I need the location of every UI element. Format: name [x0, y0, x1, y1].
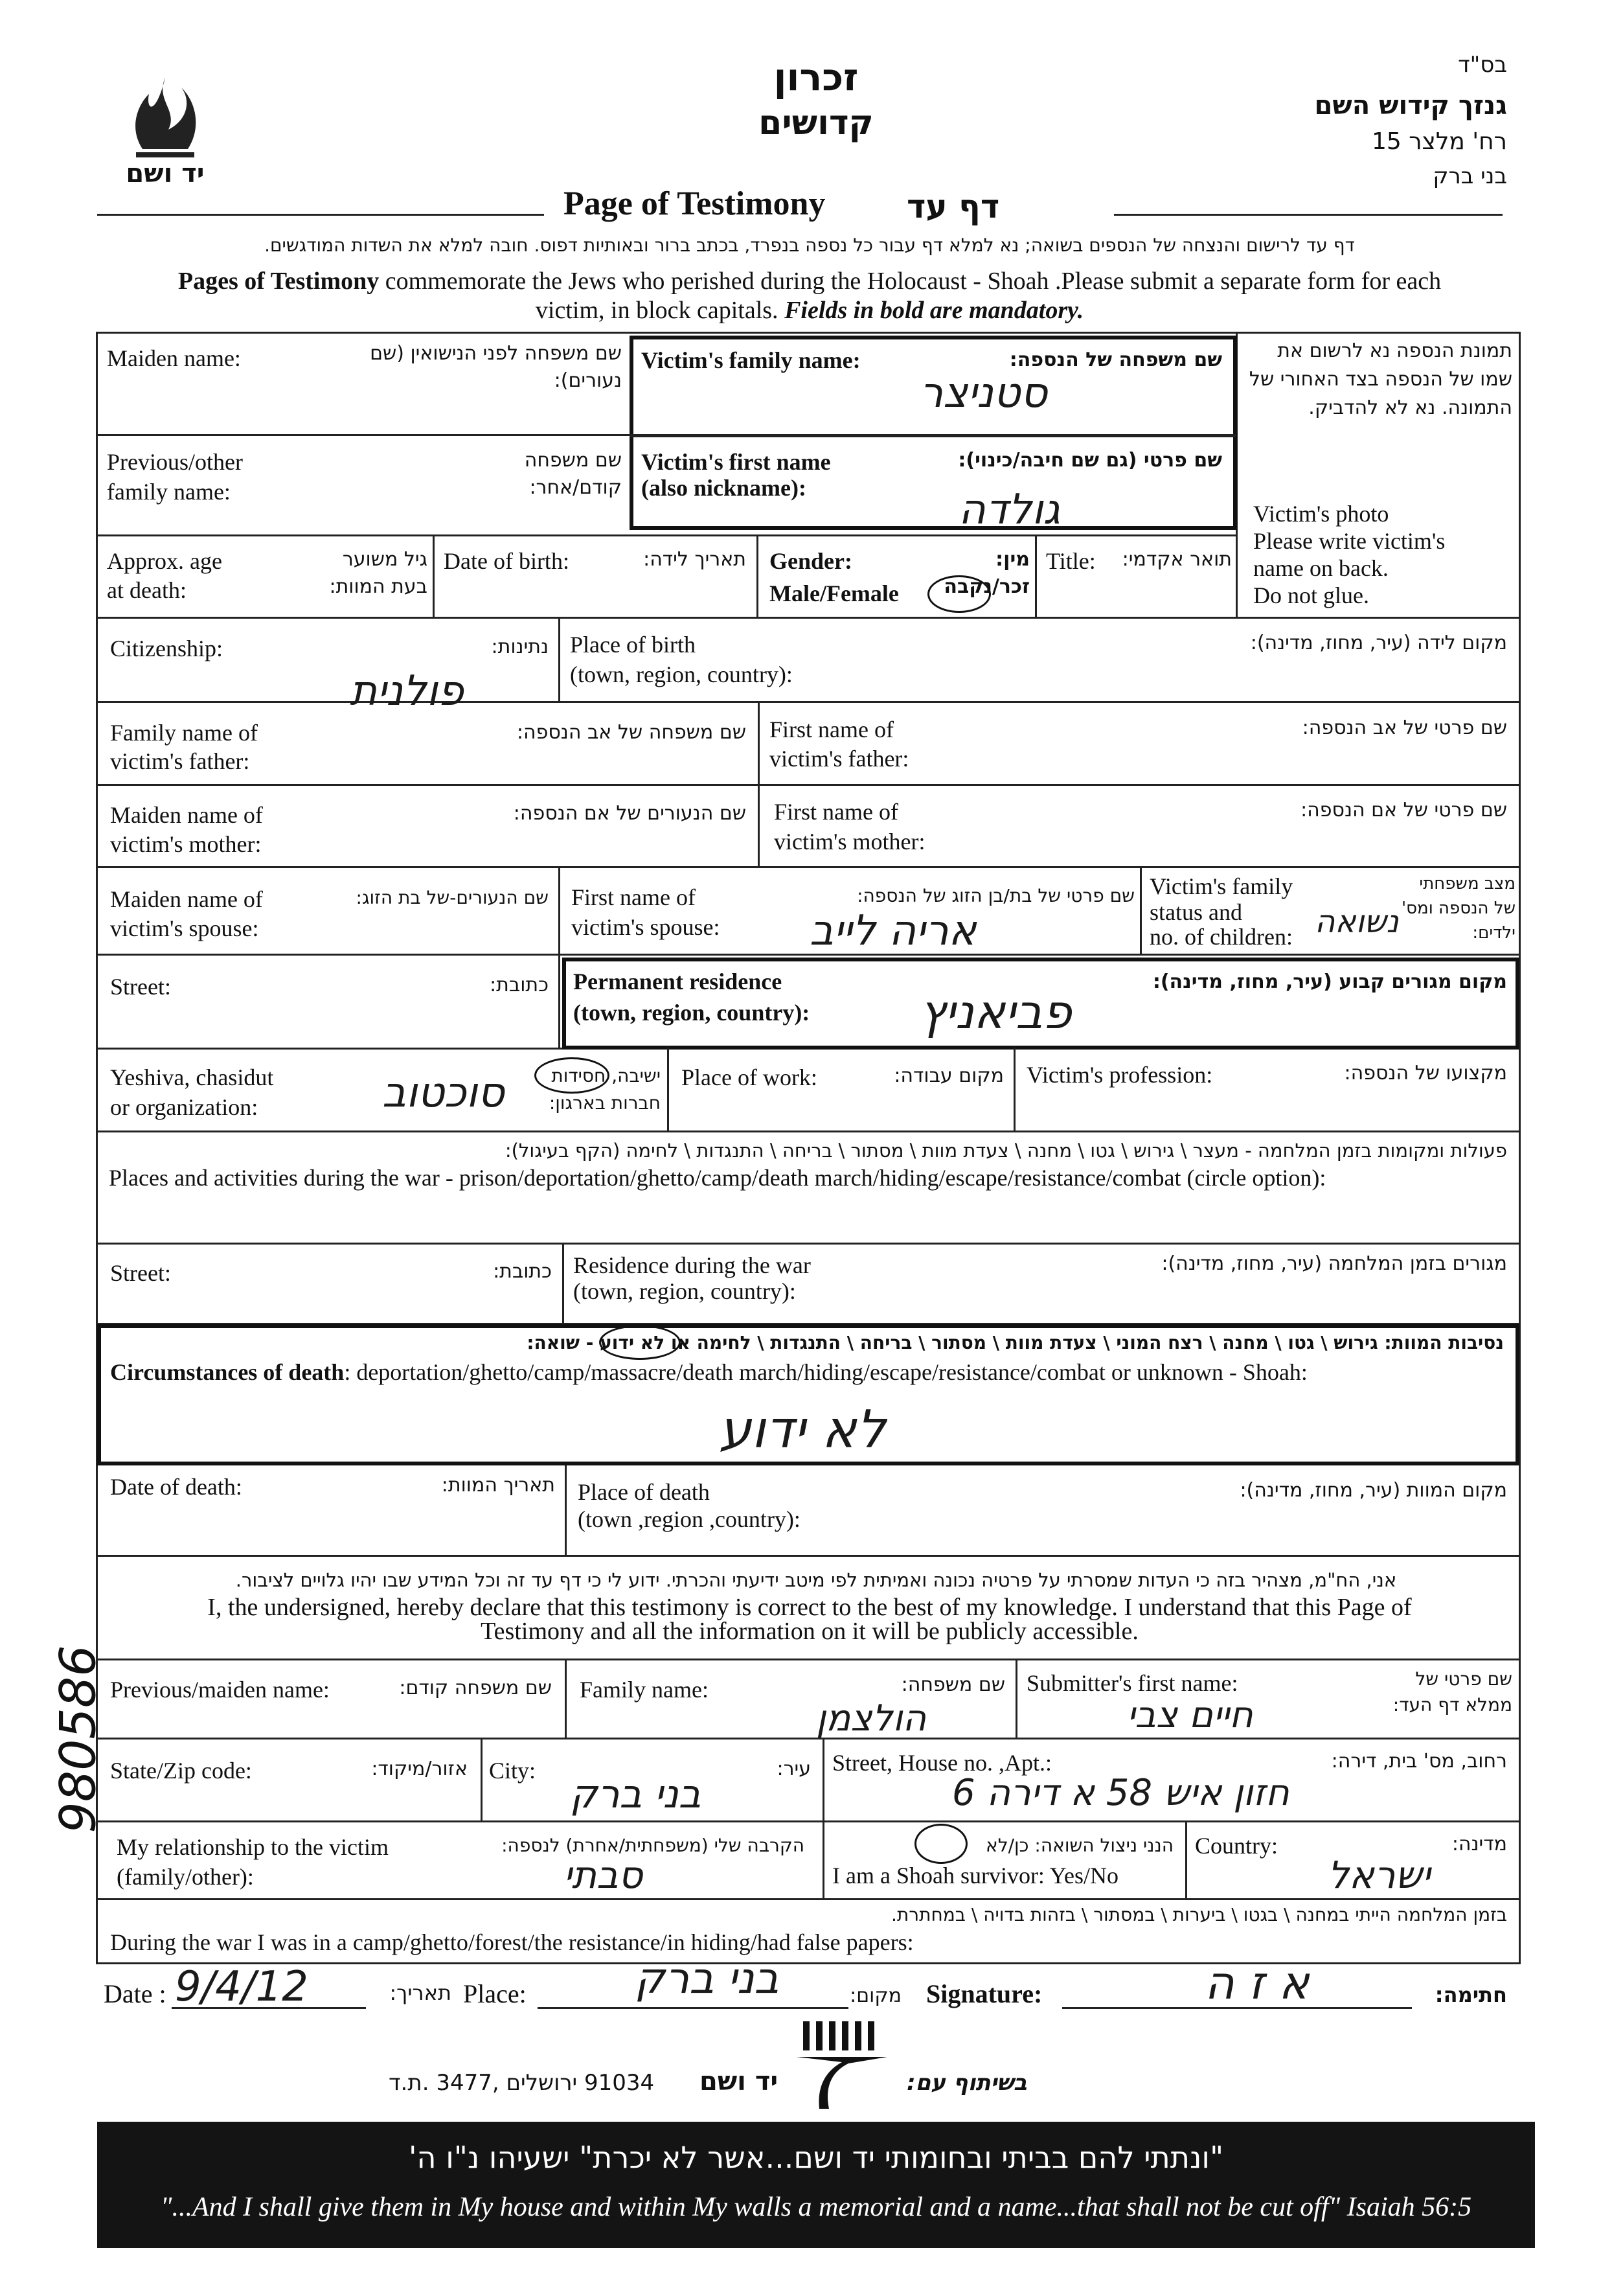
photo-label-2: Please write victim's	[1253, 528, 1446, 554]
place-value[interactable]: בני ברק	[635, 1953, 779, 2003]
profession-label: Victim's profession:	[1027, 1062, 1213, 1088]
pob-label-1: Place of birth	[570, 632, 696, 658]
title-label: Title:	[1046, 548, 1096, 574]
gender-label-2: Male/Female	[769, 580, 899, 606]
victim-first-name-value[interactable]: גולדה	[959, 486, 1060, 534]
yad-vashem-logo	[117, 75, 214, 198]
mother-first-label-2: victim's mother:	[774, 829, 925, 855]
rule	[96, 1555, 1521, 1557]
rule	[1014, 1048, 1016, 1131]
dob-label-he: תאריך לידה:	[643, 548, 746, 571]
intro-bold: Pages of Testimony	[177, 268, 380, 295]
header-center-line1: זכרון	[773, 55, 859, 99]
mother-maiden-label-2: victim's mother:	[110, 831, 262, 857]
father-first-label-1: First name of	[769, 717, 894, 742]
rule	[96, 617, 1521, 619]
survivor-label: I am a Shoah survivor: Yes/No	[832, 1863, 1118, 1888]
banner-quote-he: "ונתתי להם בביתי ובחומותי יד ושם...אשר לא יכרת" ישעיהו נ"ו ה'	[408, 2140, 1224, 2175]
spouse-first-value[interactable]: אריה לייב	[810, 907, 977, 955]
dod-label-he: תאריך המוות:	[441, 1474, 555, 1497]
rule	[96, 1131, 1521, 1132]
place-label: Place:	[463, 1979, 527, 2008]
rule	[565, 1659, 567, 1738]
father-first-label-he: שם פרטי של אב הנספה:	[1302, 717, 1507, 739]
residence-label-he: מקום מגורים קבוע (עיר, מחוז, מדינה):	[1152, 970, 1507, 993]
rule	[96, 1659, 1521, 1660]
age-label-he: גיל משוער בעת המוות:	[329, 548, 427, 598]
page-title-en: Page of Testimony	[563, 185, 826, 222]
intro-english-line2	[97, 296, 1522, 325]
street-label-he: כתובת:	[490, 974, 549, 996]
maiden-name-label-he: שם משפחה לפני הנישואין (שם נעורים):	[370, 342, 622, 392]
page-title-he: דף עד	[907, 188, 1000, 225]
header-right-line3: רח' מלצר 15	[1371, 128, 1507, 155]
war-residence-label-1: Residence during the war	[573, 1252, 811, 1278]
survivor-label-he: הנני ניצול השואה: כן/לא	[985, 1835, 1174, 1856]
rule	[481, 1738, 483, 1820]
work-label-he: מקום עבודה:	[894, 1064, 1004, 1087]
gender-label-1: Gender:	[769, 548, 852, 574]
declaration-en-1: I, the undersigned, hereby declare that this testimony is correct to the best of my knowledge. I understand that this Page of	[207, 1594, 1412, 1621]
title-rule-right	[1114, 214, 1503, 216]
date-value[interactable]: 9/4/12	[175, 1963, 308, 2011]
rule	[565, 1465, 567, 1555]
rule	[96, 1820, 1521, 1822]
pod-label-2: (town ,region ,country):	[578, 1506, 800, 1532]
date-rule	[172, 2007, 366, 2009]
submitter-first-value[interactable]: חיים צבי	[1127, 1694, 1253, 1736]
photo-label-4: Do not glue.	[1253, 582, 1369, 608]
spouse-first-label-he: שם פרטי של בת/בן הזוג של הנספה:	[857, 885, 1135, 906]
rule	[96, 866, 1521, 868]
intro-mandatory: Fields in bold are mandatory.	[784, 297, 1084, 324]
place-label-he: מקום:	[850, 1984, 902, 2007]
photo-instructions-he: תמונת הנספה נא לרשום את שמו של הנספה בצד האחורי של התמונה. נא לא להדביק.	[1249, 339, 1512, 419]
side-archive-number: 980586	[49, 1645, 107, 1833]
declaration-he: אני, הח"מ, מצהיר בזה כי העדות שמסרתי על פרטיה נכונה ואמיתית לפי מיטב ידיעתי והכרתי. ידוע לי כי דף עד זה וכל המידע שבו יהיו גלויים לציבור.	[235, 1569, 1397, 1591]
city-value[interactable]: בני ברק	[570, 1772, 701, 1817]
residence-label-2: (town, region, country):	[573, 1000, 810, 1026]
residence-value[interactable]: פביאניץ	[920, 985, 1072, 1039]
signature-label: Signature:	[926, 1979, 1043, 2008]
country-value[interactable]: ישראל	[1328, 1853, 1431, 1897]
pob-label-2: (town, region, country):	[570, 661, 793, 687]
footer-yad-vashem: יד ושם	[699, 2067, 778, 2096]
circumstances-label-bold: Circumstances of death	[110, 1359, 345, 1385]
submitter-street-label: Street, House no. ,Apt.:	[832, 1750, 1052, 1776]
rule	[96, 701, 1521, 703]
spouse-first-label-1: First name of	[571, 884, 696, 910]
footer-cooperation: בשיתוף עם:	[907, 2070, 1027, 2096]
victim-family-name-value[interactable]: סטניצר	[920, 369, 1048, 417]
war-street-label-he: כתובת:	[493, 1260, 552, 1283]
unknown-circle	[599, 1325, 681, 1360]
pob-label-he: מקום לידה (עיר, מחוז, מדינה):	[1250, 632, 1507, 654]
signature-value[interactable]: א ז ה	[1205, 1957, 1310, 2010]
family-status-label-3: no. of children:	[1150, 924, 1293, 950]
citizenship-label: Citizenship:	[110, 636, 223, 661]
country-label-he: מדינה:	[1451, 1833, 1507, 1855]
logo-text: יד ושם	[126, 159, 205, 189]
family-status-label-1: Victim's family	[1150, 873, 1293, 899]
banner-quote-en: "...And I shall give them in My house and within My walls a memorial and a name...that shall not be cut off" Isaiah 56:5	[160, 2192, 1472, 2222]
rule	[758, 701, 760, 866]
yeshiva-label-he: ישיבה, חסידות חברות בארגון:	[549, 1065, 661, 1114]
dob-label: Date of birth:	[444, 548, 569, 574]
submitter-first-label-he: שם פרטי של ממלא דף העד:	[1392, 1668, 1512, 1716]
rule	[558, 866, 560, 954]
mother-maiden-label-1: Maiden name of	[110, 802, 263, 828]
citizenship-value[interactable]: פולנית	[350, 667, 464, 715]
rule	[96, 954, 1521, 956]
father-family-label-he: שם משפחה של אב הנספה:	[516, 721, 746, 744]
chasidut-circle	[534, 1057, 609, 1094]
rule	[558, 954, 560, 1048]
intro-line2: victim, in block capitals.	[535, 297, 785, 324]
declaration-en-2: Testimony and all the information on it will be publicly accessible.	[481, 1618, 1139, 1645]
war-status-label: During the war I was in a camp/ghetto/forest/the resistance/in hiding/had false papers:	[110, 1929, 914, 1955]
work-label: Place of work:	[681, 1064, 817, 1090]
family-status-label-he: מצב משפחתי של הנספה ומס' ילדים:	[1402, 874, 1516, 943]
rule	[96, 534, 1236, 536]
survivor-no-circle	[914, 1824, 968, 1864]
intro-hebrew: דף עד לרישום והנצחה של הנספים בשואה; נא למלא דף עבור כל נספה בנפרד, בכתב ברור ובאותיות דפוס. חובה למלא את השדות המודגשים.	[264, 235, 1355, 256]
circumstances-label	[110, 1357, 1308, 1387]
relation-value[interactable]: סבתי	[563, 1853, 643, 1897]
intro-english-line1	[97, 267, 1522, 295]
rule	[667, 1048, 669, 1131]
submitter-prev-name-label-he: שם משפחה קודם:	[399, 1677, 552, 1699]
submitter-prev-name-label: Previous/maiden name:	[110, 1677, 330, 1703]
place-rule	[538, 2007, 848, 2009]
rule	[433, 534, 435, 617]
zip-label-he: אזור/מיקוד:	[371, 1758, 468, 1780]
header-right-line2: גנזך קידוש השם	[1314, 91, 1507, 121]
yeshiva-label-2: or organization:	[110, 1094, 258, 1120]
header-right-line1: בס"ד	[1458, 52, 1507, 78]
header-right-line4: בני ברק	[1433, 163, 1507, 189]
submitter-street-value[interactable]: חזון איש 58 א דירה 6	[952, 1772, 1289, 1814]
title-label-he: תואר אקדמי:	[1122, 548, 1232, 571]
yeshiva-value[interactable]: סוכטוב	[382, 1069, 505, 1117]
title-rule-left	[97, 214, 544, 216]
submitter-street-label-he: רחוב, מס' בית, דירה:	[1331, 1750, 1507, 1773]
spouse-maiden-label-1: Maiden name of	[110, 886, 263, 912]
war-residence-label-2: (town, region, country):	[573, 1278, 796, 1304]
submitter-first-label: Submitter's first name:	[1027, 1670, 1238, 1696]
gender-female-circle	[927, 575, 991, 613]
circumstances-value[interactable]: לא ידוע	[719, 1399, 886, 1460]
father-family-label-2: victim's father:	[110, 748, 250, 774]
pod-label-he: מקום המוות (עיר, מחוז, מדינה):	[1240, 1479, 1507, 1502]
victim-first-name-label-he: שם פרטי (גם שם חיבה/כינוי):	[958, 449, 1222, 472]
profession-label-he: מקצועו של הנספה:	[1344, 1062, 1507, 1085]
relation-label-1: My relationship to the victim	[117, 1834, 389, 1860]
city-label-he: עיר:	[777, 1758, 811, 1780]
rule	[96, 1738, 1521, 1739]
activities-label: Places and activities during the war - prison/deportation/ghetto/camp/death march/hiding/escape/resistance/combat (circle option):	[109, 1165, 1326, 1191]
spouse-first-label-2: victim's spouse:	[571, 914, 720, 940]
signature-label-he: חתימה:	[1435, 1982, 1507, 2007]
family-status-label-2: status and	[1150, 899, 1242, 925]
dod-label: Date of death:	[110, 1474, 242, 1500]
mother-maiden-label-he: שם הנעורים של אם הנספה:	[513, 802, 746, 825]
previous-family-name-label-he: שם משפחה קודם/אחר:	[524, 449, 622, 499]
rule	[630, 434, 1236, 437]
yeshiva-label-1: Yeshiva, chasidut	[110, 1064, 274, 1090]
citizenship-label-he: נתינות:	[491, 636, 549, 658]
spouse-maiden-label-2: victim's spouse:	[110, 915, 259, 941]
street-label: Street:	[110, 974, 171, 1000]
residence-label-1: Permanent residence	[573, 969, 782, 994]
date-label-he: תאריך:	[389, 1980, 451, 2005]
photo-label-3: name on back.	[1253, 555, 1389, 581]
intro-rest: commemorate the Jews who perished during the Holocaust - Shoah .Please submit a separate form for each	[379, 268, 1442, 295]
rule	[756, 534, 758, 617]
maiden-name-label: Maiden name:	[107, 345, 241, 371]
rule	[1035, 534, 1037, 617]
mother-first-label-1: First name of	[774, 799, 898, 825]
quote-banner	[97, 2122, 1535, 2248]
spouse-maiden-label-he: שם הנעורים-של בת הזוג:	[356, 887, 549, 908]
relation-label-2: (family/other):	[117, 1864, 254, 1890]
rule	[96, 784, 1521, 786]
date-label: Date :	[104, 1979, 166, 2008]
father-first-label-2: victim's father:	[769, 746, 909, 772]
rule	[823, 1738, 824, 1898]
previous-family-name-label-2: family name:	[107, 479, 231, 505]
father-family-label-1: Family name of	[110, 720, 258, 746]
war-status-label-he: בזמן המלחמה הייתי במחנה \ בגטו \ ביערות \ במסתור \ בזהות בדויה \ במחתרת.	[891, 1904, 1507, 1925]
age-label-2: at death:	[107, 577, 187, 603]
circumstances-label-he: נסיבות המוות: גירוש \ גטו \ מחנה \ רצח המוני \ צעדת מוות \ מסתור \ בריחה \ התנגדות \ לחימה או לא ידוע - שואה:	[527, 1332, 1504, 1353]
victim-family-name-label: Victim's family name:	[641, 347, 861, 373]
country-label: Country:	[1195, 1833, 1278, 1859]
pod-label-1: Place of death	[578, 1479, 710, 1505]
family-status-value[interactable]: נשואה	[1315, 904, 1399, 940]
rule	[1185, 1820, 1187, 1898]
submitter-family-label: Family name:	[580, 1677, 709, 1703]
activities-label-he: פעולות ומקומות בזמן המלחמה - מעצר \ גירוש \ גטו \ מחנה \ צעדת מוות \ מסתור \ בריחה \ התנגדות \ לחימה (הקף בעיגול):	[505, 1140, 1507, 1162]
relation-label-he: הקרבה שלי (משפחתית/אחרת) לנספה:	[501, 1835, 804, 1856]
war-residence-label-he: מגורים בזמן המלחמה (עיר, מחוז, מדינה):	[1161, 1252, 1507, 1275]
city-label: City:	[489, 1758, 536, 1784]
rule	[1016, 1659, 1017, 1738]
victim-first-name-label-1: Victim's first name	[641, 449, 831, 475]
zip-label: State/Zip code:	[110, 1758, 252, 1784]
rule	[96, 1243, 1521, 1245]
previous-family-name-label-1: Previous/other	[107, 449, 243, 475]
submitter-family-value[interactable]: הולצמן	[816, 1697, 927, 1739]
rule	[96, 1898, 1521, 1900]
war-street-label: Street:	[110, 1260, 171, 1286]
mother-first-label-he: שם פרטי של אם הנספה:	[1300, 799, 1507, 821]
victim-family-name-label-he: שם משפחה של הנספה:	[1009, 349, 1222, 371]
victim-first-name-label-2: (also nickname):	[641, 475, 806, 501]
circumstances-label-rest: : deportation/ghetto/camp/massacre/death march/hiding/escape/resistance/combat or unknown - Shoah:	[344, 1359, 1308, 1385]
photo-label-1: Victim's photo	[1253, 501, 1389, 527]
gender-label-he: מין: זכר/נקבה	[944, 548, 1030, 598]
rule	[562, 1243, 564, 1323]
rule	[1140, 866, 1142, 954]
submitter-family-label-he: שם משפחה:	[901, 1673, 1005, 1696]
header-center-line2: קדושים	[758, 104, 874, 143]
footer-address: 91034 ירושלים ,3477 .ת.ד	[389, 2070, 655, 2096]
menorah-icon	[784, 2018, 900, 2115]
age-label-1: Approx. age	[107, 548, 222, 574]
rule	[558, 617, 560, 701]
